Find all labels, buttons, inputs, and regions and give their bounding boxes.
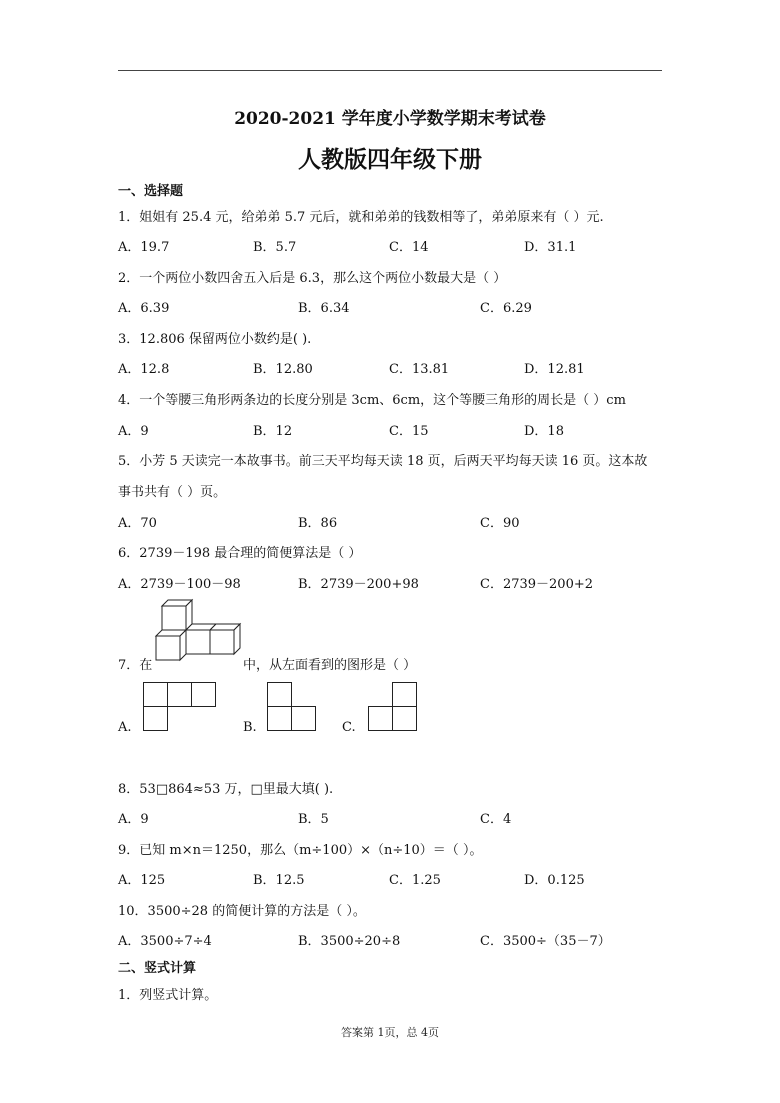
q7-option-b[interactable]: B.: [243, 720, 257, 735]
q7-option-b-figure: [267, 682, 317, 732]
page-footer: 答案第 1页，总 4页: [341, 1026, 439, 1039]
question-3: 3．12.806 保留两位小数约是( ).: [118, 332, 312, 347]
q4-option-d[interactable]: D．18: [524, 424, 564, 439]
q7-option-c-figure: [368, 682, 418, 732]
question-10: 10．3500÷28 的简便计算的方法是（ ）。: [118, 904, 366, 919]
q9-option-d[interactable]: D．0.125: [524, 873, 585, 888]
q7-option-a[interactable]: A.: [118, 720, 132, 735]
q4-option-c[interactable]: C．15: [389, 424, 429, 439]
exam-subtitle: 人教版四年级下册: [298, 147, 482, 173]
q4-option-a[interactable]: A．9: [118, 424, 149, 439]
cube-stack-figure: [150, 600, 245, 666]
q6-option-b[interactable]: B．2739－200+98: [298, 577, 419, 592]
q8-option-c[interactable]: C．4: [480, 812, 512, 827]
header-rule: [118, 70, 662, 71]
question-2: 2．一个两位小数四舍五入后是 6.3，那么这个两位小数最大是（ ）: [118, 271, 507, 286]
question-8: 8．53□864≈53 万，□里最大填( ).: [118, 782, 334, 797]
q9-option-c[interactable]: C．1.25: [389, 873, 441, 888]
q7-option-c[interactable]: C.: [342, 720, 356, 735]
question-5-line1: 5．小芳 5 天读完一本故事书。前三天平均每天读 18 页，后两天平均每天读 16 页。这本故: [118, 454, 648, 469]
q6-option-c[interactable]: C．2739－200+2: [480, 577, 594, 592]
q3-option-a[interactable]: A．12.8: [118, 362, 170, 377]
q6-option-a[interactable]: A．2739－100－98: [118, 577, 241, 592]
q1-option-b[interactable]: B．5.7: [253, 240, 297, 255]
question-5-line2: 事书共有（ ）页。: [118, 485, 227, 500]
q1-option-d[interactable]: D．31.1: [524, 240, 577, 255]
q1-option-a[interactable]: A．19.7: [118, 240, 170, 255]
q2-option-a[interactable]: A．6.39: [118, 301, 170, 316]
q10-option-a[interactable]: A．3500÷7÷4: [118, 934, 212, 949]
q7-option-a-figure: [143, 682, 217, 732]
q5-option-a[interactable]: A．70: [118, 516, 157, 531]
question-4: 4．一个等腰三角形两条边的长度分别是 3cm、6cm，这个等腰三角形的周长是（ ）cm: [118, 393, 626, 408]
section-vertical-calc-heading: 二、竖式计算: [118, 961, 197, 976]
q8-option-b[interactable]: B．5: [298, 812, 329, 827]
question-1: 1．姐姐有 25.4 元，给弟弟 5.7 元后，就和弟弟的钱数相等了，弟弟原来有（ ）元.: [118, 210, 604, 225]
section-choice-heading: 一、选择题: [118, 184, 184, 199]
q2-option-b[interactable]: B．6.34: [298, 301, 350, 316]
question-6: 6．2739－198 最合理的简便算法是（ ）: [118, 546, 362, 561]
section2-item-1: 1．列竖式计算。: [118, 988, 218, 1003]
q1-option-c[interactable]: C．14: [389, 240, 429, 255]
exam-title: 2020-2021 学年度小学数学期末考试卷: [234, 109, 546, 129]
q8-option-a[interactable]: A．9: [118, 812, 149, 827]
q4-option-b[interactable]: B．12: [253, 424, 293, 439]
q5-option-c[interactable]: C．90: [480, 516, 520, 531]
q10-option-c[interactable]: C．3500÷（35－7）: [480, 934, 611, 949]
q2-option-c[interactable]: C．6.29: [480, 301, 532, 316]
q9-option-a[interactable]: A．125: [118, 873, 166, 888]
q3-option-d[interactable]: D．12.81: [524, 362, 585, 377]
q3-option-b[interactable]: B．12.80: [253, 362, 313, 377]
question-7-prefix: 7．在: [118, 658, 153, 673]
question-7-suffix: 中，从左面看到的图形是（ ）: [243, 658, 417, 673]
question-9: 9．已知 m×n＝1250，那么（m÷100）×（n÷10）＝（ ）。: [118, 843, 483, 858]
q10-option-b[interactable]: B．3500÷20÷8: [298, 934, 401, 949]
q9-option-b[interactable]: B．12.5: [253, 873, 305, 888]
q3-option-c[interactable]: C．13.81: [389, 362, 450, 377]
q5-option-b[interactable]: B．86: [298, 516, 338, 531]
